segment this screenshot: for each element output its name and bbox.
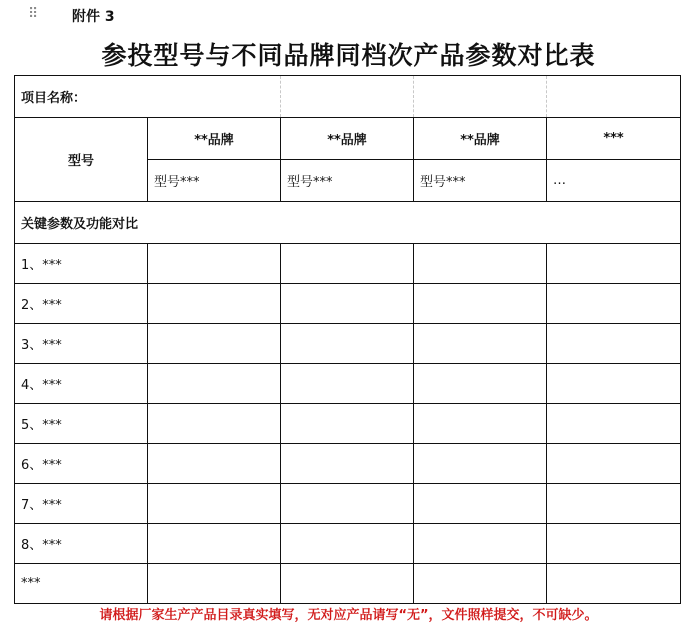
param-cell[interactable] [547, 244, 681, 284]
page-title: 参投型号与不同品牌同档次产品参数对比表 [101, 41, 596, 70]
param-cell[interactable] [414, 564, 547, 604]
brand-header-cell: *** [547, 118, 681, 160]
project-name-label: 项目名称： [21, 91, 87, 106]
param-cell[interactable] [414, 444, 547, 484]
param-cell[interactable] [148, 404, 281, 444]
section-label-cell: 关键参数及功能对比 [15, 202, 681, 244]
footnote: 请根据厂家生产产品目录真实填写，无对应产品请写“无”，文件照样提交，不可缺少。 [99, 608, 598, 623]
param-cell[interactable] [148, 484, 281, 524]
attachment-label: 附件 3 [72, 9, 115, 25]
brand-header-cell: **品牌 [148, 118, 281, 160]
project-name-cell[interactable] [15, 76, 281, 118]
brand-header-cell: **品牌 [414, 118, 547, 160]
param-cell[interactable] [148, 564, 281, 604]
param-row-label: 1、*** [15, 244, 148, 284]
param-cell[interactable] [148, 244, 281, 284]
param-cell[interactable] [414, 524, 547, 564]
project-name-value-cell[interactable] [547, 76, 681, 118]
param-cell[interactable] [281, 484, 414, 524]
param-cell[interactable] [414, 484, 547, 524]
param-cell[interactable] [148, 324, 281, 364]
project-name-value-cell[interactable] [281, 76, 414, 118]
param-cell[interactable] [547, 284, 681, 324]
model-cell[interactable]: 型号*** [414, 160, 547, 202]
drag-handle-icon[interactable]: ⠿ [28, 6, 39, 22]
param-cell[interactable] [148, 444, 281, 484]
param-cell[interactable] [414, 324, 547, 364]
param-row-label: 3、*** [15, 324, 148, 364]
param-cell[interactable] [281, 524, 414, 564]
param-row-label: *** [15, 564, 148, 604]
param-cell[interactable] [547, 524, 681, 564]
param-cell[interactable] [547, 484, 681, 524]
model-label-cell [15, 118, 148, 202]
param-cell[interactable] [281, 324, 414, 364]
param-cell[interactable] [281, 284, 414, 324]
param-cell[interactable] [281, 564, 414, 604]
model-label: 型号 [67, 154, 94, 169]
model-cell[interactable]: … [547, 160, 681, 202]
comparison-table [14, 75, 681, 604]
model-cell[interactable]: 型号*** [148, 160, 281, 202]
param-cell[interactable] [148, 284, 281, 324]
param-row-label: 2、*** [15, 284, 148, 324]
param-cell[interactable] [547, 444, 681, 484]
param-cell[interactable] [547, 564, 681, 604]
param-cell[interactable] [547, 364, 681, 404]
param-cell[interactable] [547, 404, 681, 444]
param-row-label: 4、*** [15, 364, 148, 404]
param-cell[interactable] [281, 364, 414, 404]
param-row-label: 7、*** [15, 484, 148, 524]
param-cell[interactable] [148, 364, 281, 404]
param-cell[interactable] [281, 244, 414, 284]
param-row-label: 5、*** [15, 404, 148, 444]
param-cell[interactable] [414, 284, 547, 324]
project-name-value-cell[interactable] [414, 76, 547, 118]
brand-header-cell: **品牌 [281, 118, 414, 160]
param-row-label: 6、*** [15, 444, 148, 484]
param-cell[interactable] [414, 404, 547, 444]
param-cell[interactable] [414, 364, 547, 404]
param-cell[interactable] [281, 404, 414, 444]
param-cell[interactable] [414, 244, 547, 284]
param-cell[interactable] [547, 324, 681, 364]
param-cell[interactable] [281, 444, 414, 484]
param-row-label: 8、*** [15, 524, 148, 564]
param-cell[interactable] [148, 524, 281, 564]
model-cell[interactable]: 型号*** [281, 160, 414, 202]
